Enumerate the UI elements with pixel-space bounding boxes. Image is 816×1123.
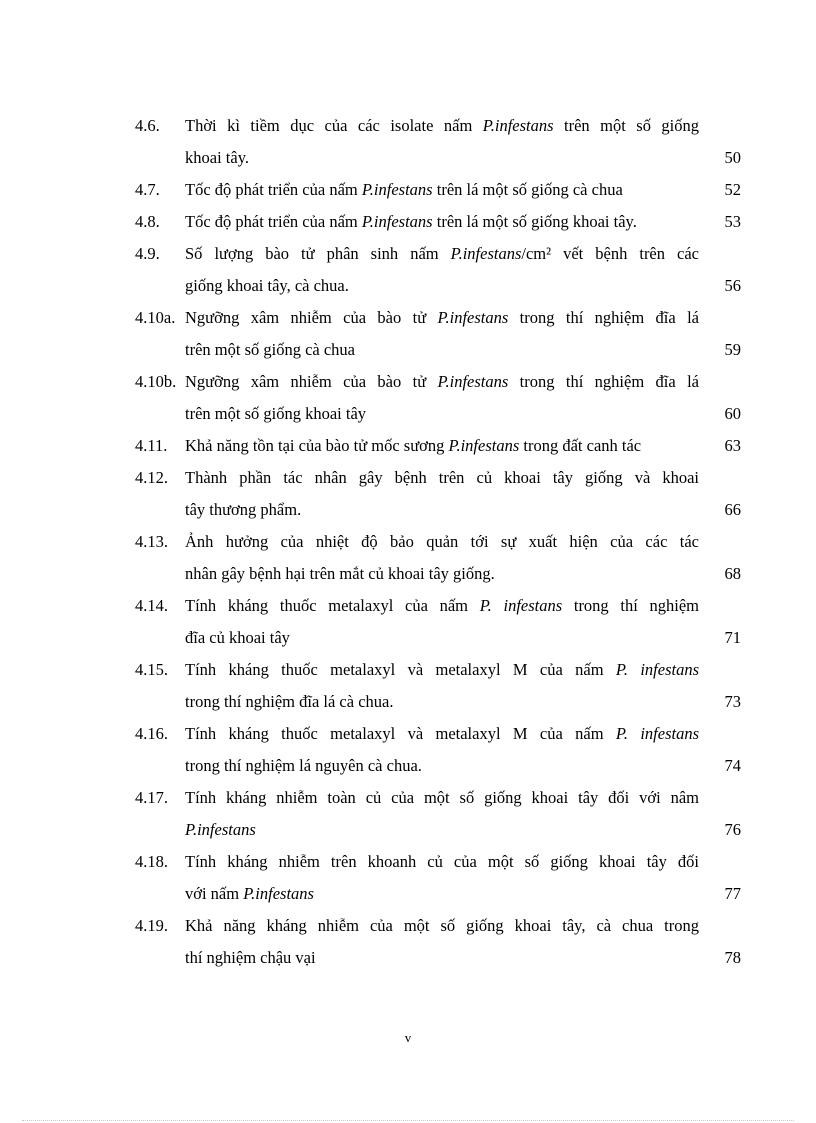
- toc-entry-number: 4.9.: [135, 244, 160, 263]
- toc-entry-line: [185, 654, 699, 686]
- toc-entry-text: trên lá một số giống khoai tây.: [432, 212, 637, 231]
- toc-entry-number: 4.10b.: [135, 372, 177, 391]
- toc-entry-line: [185, 142, 741, 174]
- toc-entry-line: [185, 174, 741, 206]
- toc-entry-text: nhân gây bệnh hại trên mắt củ khoai tây giống.: [185, 564, 495, 583]
- toc-entry-species: P.infestans: [361, 180, 433, 199]
- toc-entry: [135, 718, 741, 782]
- toc-entry-species: P. infestans: [479, 596, 563, 615]
- toc-entry-number: 4.16.: [135, 724, 168, 743]
- toc-entry: [135, 910, 741, 974]
- toc-entry: [135, 174, 741, 206]
- toc-entry-number: 4.15.: [135, 660, 168, 679]
- toc-entry-number: 4.8.: [135, 212, 160, 231]
- toc-entry-species: P.infestans: [482, 116, 554, 135]
- table-of-contents: [135, 110, 741, 974]
- toc-entry-line: [185, 878, 741, 910]
- toc-entry-species: P.infestans: [185, 820, 256, 839]
- toc-entry-text: Khả năng kháng nhiễm của một số giống khoai tây, cà chua trong: [185, 916, 699, 935]
- toc-entry-text: Tính kháng thuốc metalaxyl của nấm: [185, 596, 480, 615]
- toc-entry: [135, 366, 741, 430]
- toc-entry-line: [185, 302, 699, 334]
- toc-entry-page: 66: [724, 500, 741, 519]
- toc-entry-page: 68: [724, 564, 741, 583]
- toc-entry-line: [185, 462, 699, 494]
- toc-entry-page: 77: [724, 884, 741, 903]
- toc-entry: [135, 654, 741, 718]
- toc-entry-line: [185, 686, 741, 718]
- toc-entry: [135, 526, 741, 590]
- toc-entry-line: [185, 942, 741, 974]
- toc-entry-number: 4.17.: [135, 788, 168, 807]
- toc-entry: [135, 430, 741, 462]
- page-border-dots: [22, 1120, 794, 1121]
- toc-entry-page: 76: [724, 820, 741, 839]
- toc-entry-text: trên một số giống: [553, 116, 700, 135]
- toc-entry-text: Tốc độ phát triển của nấm: [185, 180, 362, 199]
- toc-entry: [135, 590, 741, 654]
- toc-entry-line: [185, 718, 699, 750]
- toc-entry: [135, 110, 741, 174]
- toc-entry-species: P. infestans: [615, 660, 699, 679]
- toc-entry-text: trên một số giống khoai tây: [185, 404, 367, 423]
- toc-entry-line: [185, 270, 741, 302]
- toc-entry-line: [185, 622, 741, 654]
- toc-entry: [135, 238, 741, 302]
- toc-entry-line: [185, 206, 741, 238]
- toc-entry-line: [185, 558, 741, 590]
- toc-entry-line: [185, 814, 741, 846]
- toc-entry-text: trong thí nghiệm đĩa lá cà chua.: [185, 692, 394, 711]
- toc-entry-page: 56: [724, 276, 741, 295]
- toc-entry-text: trên một số giống cà chua: [185, 340, 355, 359]
- toc-entry-species: P.infestans: [437, 372, 509, 391]
- toc-entry-text: đĩa củ khoai tây: [185, 628, 290, 647]
- toc-entry-text: trên lá một số giống cà chua: [432, 180, 623, 199]
- toc-entry-line: [185, 398, 741, 430]
- toc-entry-text: Khả năng tồn tại của bào tử mốc sương: [185, 436, 449, 455]
- toc-entry-species: P.infestans: [450, 244, 522, 263]
- toc-entry-line: [185, 750, 741, 782]
- toc-entry-species: P.infestans: [448, 436, 520, 455]
- toc-entry-line: [185, 334, 741, 366]
- toc-entry-page: 73: [724, 692, 741, 711]
- toc-entry-text: với nấm: [185, 884, 244, 903]
- toc-entry-page: 60: [724, 404, 741, 423]
- toc-entry-text: Ngưỡng xâm nhiễm của bào tử: [185, 372, 438, 391]
- toc-entry-text: trong thí nghiệm đĩa lá: [508, 372, 699, 391]
- toc-entry-text: Tính kháng nhiễm trên khoanh củ của một số giống khoai tây đối: [185, 852, 699, 871]
- toc-entry-text: Tốc độ phát triển của nấm: [185, 212, 362, 231]
- toc-entry-number: 4.12.: [135, 468, 168, 487]
- toc-entry-page: 63: [724, 436, 741, 455]
- toc-entry-line: [185, 494, 741, 526]
- toc-entry-number: 4.6.: [135, 116, 160, 135]
- toc-entry-number: 4.19.: [135, 916, 168, 935]
- toc-entry-page: 78: [724, 948, 741, 967]
- toc-entry-number: 4.10a.: [135, 308, 176, 327]
- toc-entry-number: 4.13.: [135, 532, 168, 551]
- toc-entry-line: [185, 526, 699, 558]
- toc-entry: [135, 206, 741, 238]
- toc-entry-page: 52: [724, 180, 741, 199]
- page-number: v: [404, 1030, 412, 1045]
- toc-entry-text: trong thí nghiệm: [562, 596, 699, 615]
- toc-entry-text: giống khoai tây, cà chua.: [185, 276, 349, 295]
- toc-entry-line: [185, 238, 699, 270]
- toc-entry-number: 4.11.: [135, 436, 168, 455]
- toc-entry-text: Tính kháng thuốc metalaxyl và metalaxyl M của nấm: [185, 724, 616, 743]
- toc-entry-text: Ngưỡng xâm nhiễm của bào tử: [185, 308, 438, 327]
- toc-entry-text: Tính kháng thuốc metalaxyl và metalaxyl M của nấm: [185, 660, 616, 679]
- toc-entry-species: P.infestans: [437, 308, 509, 327]
- toc-entry-number: 4.18.: [135, 852, 168, 871]
- toc-entry-text: thí nghiệm chậu vại: [185, 948, 316, 967]
- toc-entry-text: Thời kì tiềm dục của các isolate nấm: [185, 116, 483, 135]
- toc-entry-line: [185, 366, 699, 398]
- toc-entry: [135, 782, 741, 846]
- toc-entry-line: [185, 846, 699, 878]
- toc-entry-line: [185, 110, 699, 142]
- toc-entry-text: Tính kháng nhiễm toàn củ của một số giống khoai tây đối với nâm: [185, 788, 699, 807]
- toc-entry-number: 4.7.: [135, 180, 160, 199]
- toc-entry-number: 4.14.: [135, 596, 168, 615]
- toc-entry-text: trong thí nghiệm lá nguyên cà chua.: [185, 756, 422, 775]
- toc-entry-text: Thành phần tác nhân gây bệnh trên củ khoai tây giống và khoai: [185, 468, 699, 487]
- toc-entry-line: [185, 910, 699, 942]
- toc-entry-species: P. infestans: [615, 724, 699, 743]
- toc-entry-species: P.infestans: [361, 212, 433, 231]
- toc-entry: [135, 846, 741, 910]
- toc-entry-species: P.infestans: [243, 884, 314, 903]
- toc-entry-line: [185, 590, 699, 622]
- toc-entry-line: [185, 430, 741, 462]
- toc-entry-text: /cm² vết bệnh trên các: [521, 244, 699, 263]
- toc-entry: [135, 302, 741, 366]
- toc-entry-page: 59: [724, 340, 741, 359]
- toc-entry-text: tây thương phẩm.: [185, 500, 302, 519]
- toc-entry-text: trong đất canh tác: [519, 436, 642, 455]
- toc-entry-page: 50: [724, 148, 741, 167]
- toc-entry-text: trong thí nghiệm đĩa lá: [508, 308, 699, 327]
- toc-entry-text: Số lượng bào tử phân sinh nấm: [185, 244, 451, 263]
- toc-entry-page: 74: [724, 756, 741, 775]
- toc-entry: [135, 462, 741, 526]
- toc-entry-page: 71: [724, 628, 741, 647]
- toc-entry-line: [185, 782, 699, 814]
- toc-entry-page: 53: [724, 212, 741, 231]
- toc-entry-text: Ảnh hưởng của nhiệt độ bảo quản tới sự xuất hiện của các tác: [185, 532, 699, 551]
- toc-entry-text: khoai tây.: [185, 148, 249, 167]
